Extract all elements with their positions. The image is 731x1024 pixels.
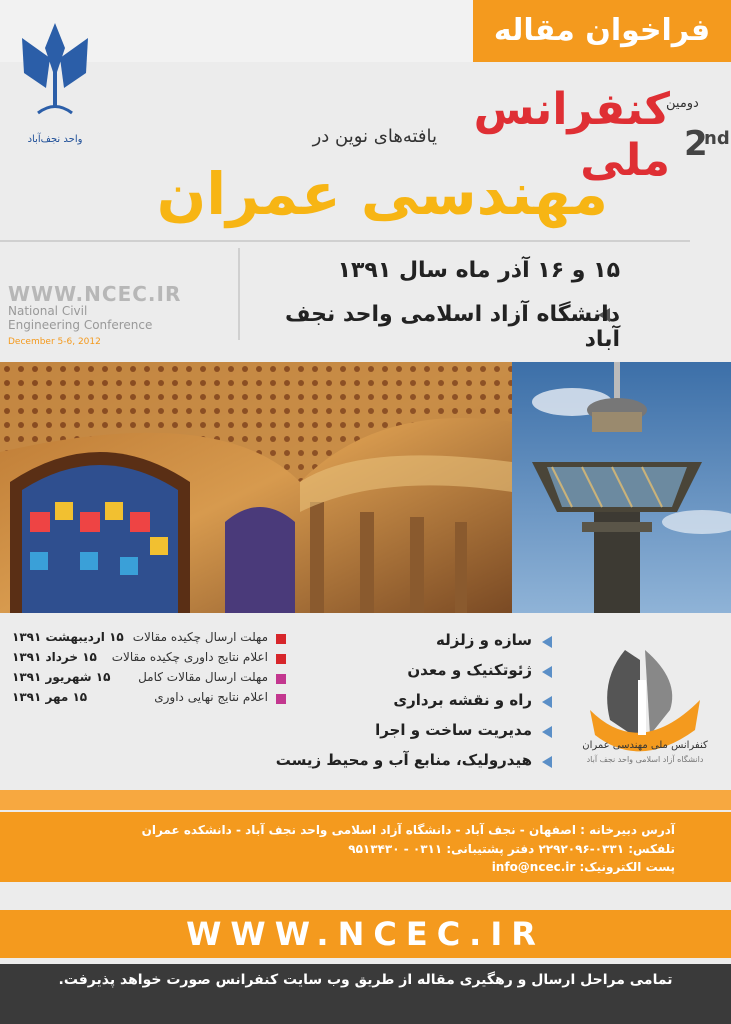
second-word: دومین: [666, 96, 699, 111]
second-suffix: nd: [704, 128, 730, 149]
triangle-bullet-icon: [542, 666, 552, 678]
topic-item: [262, 718, 552, 744]
milad-tower-photo: [512, 362, 731, 613]
conference-title: کنفرانس ملی: [473, 84, 670, 186]
contact-email[interactable]: پست الکترونیک: info@ncec.ir: [491, 860, 675, 874]
topic-label: ژئوتکنیک و معدن: [407, 661, 532, 679]
conference-logo-subtitle: دانشگاه آزاد اسلامی واحد نجف آباد: [586, 755, 704, 764]
topic-item: [262, 688, 552, 714]
call-for-papers-badge: فراخوان مقاله: [473, 0, 731, 62]
topic-label: سازه و زلزله: [436, 631, 532, 649]
event-date: ۱۵ و ۱۶ آذر ماه سال ۱۳۹۱: [337, 258, 620, 283]
contact-phones: تلفکس: ۰۳۳۱-۲۲۹۲۰۹۶ دفتر پشتیبانی: ۰۳۱۱ - ۹۵۱۳۴۳۰: [348, 842, 675, 856]
second-number: 2: [684, 124, 708, 164]
deadline-row: [8, 630, 288, 648]
secretariat-address: آدرس دبیرخانه : اصفهان - نجف آباد - دانشگاه آزاد اسلامی واحد نجف آباد - دانشکده عمران: [141, 823, 675, 837]
topic-item: [262, 658, 552, 684]
conference-logo-title: کنفرانس ملی مهندسی عمران: [582, 740, 708, 751]
deadline-date: ۱۵ شهریور ۱۳۹۱: [12, 670, 111, 684]
deadline-label: مهلت ارسال مقالات کامل: [138, 670, 268, 684]
deadline-row: [8, 650, 288, 668]
triangle-bullet-icon: [542, 636, 552, 648]
field-title: مهندسی عمران: [156, 160, 608, 228]
divider-vertical: [238, 248, 240, 340]
deadline-date: ۱۵ اردیبهشت ۱۳۹۱: [12, 630, 124, 644]
topic-label: راه و نقشه برداری: [393, 691, 532, 709]
triangle-bullet-icon: [542, 726, 552, 738]
mosque-interior-photo: [0, 362, 512, 613]
divider-horizontal: [0, 240, 690, 242]
website-small[interactable]: WWW.NCEC.IR: [8, 282, 182, 306]
orange-stripe: [0, 790, 731, 810]
topic-item: [262, 628, 552, 654]
topic-label: مدیریت ساخت و اجرا: [375, 721, 532, 739]
deadline-date: ۱۵ مهر ۱۳۹۱: [12, 690, 88, 704]
english-title-line2: Engineering Conference: [8, 318, 153, 332]
logo-caption: واحد نجف‌آباد: [27, 134, 83, 145]
footer-notice: تمامی مراحل ارسال و رهگیری مقاله از طریق وب سایت کنفرانس صورت خواهد پذیرفت.: [58, 972, 673, 988]
topic-item: [262, 748, 552, 774]
deadline-label: مهلت ارسال چکیده مقالات: [132, 630, 268, 644]
deadline-label: اعلام نتایج داوری چکیده مقالات: [111, 650, 268, 664]
conference-subtitle: یافته‌های نوین در: [312, 126, 437, 147]
triangle-bullet-icon: [542, 696, 552, 708]
topic-label: هیدرولیک، منابع آب و محیط زیست: [275, 751, 532, 769]
english-date: December 5-6, 2012: [8, 337, 101, 347]
deadline-label: اعلام نتایج نهایی داوری: [154, 690, 268, 704]
deadline-row: [8, 670, 288, 688]
deadline-row: [8, 690, 288, 708]
english-title-line1: National Civil: [8, 304, 88, 318]
triangle-bullet-icon: [542, 756, 552, 768]
university-logo: [20, 18, 90, 138]
website-link[interactable]: WWW.NCEC.IR: [186, 915, 545, 953]
event-venue: دانشگاه آزاد اسلامی واحد نجف آباد: [284, 302, 620, 352]
deadline-date: ۱۵ خرداد ۱۳۹۱: [12, 650, 97, 664]
